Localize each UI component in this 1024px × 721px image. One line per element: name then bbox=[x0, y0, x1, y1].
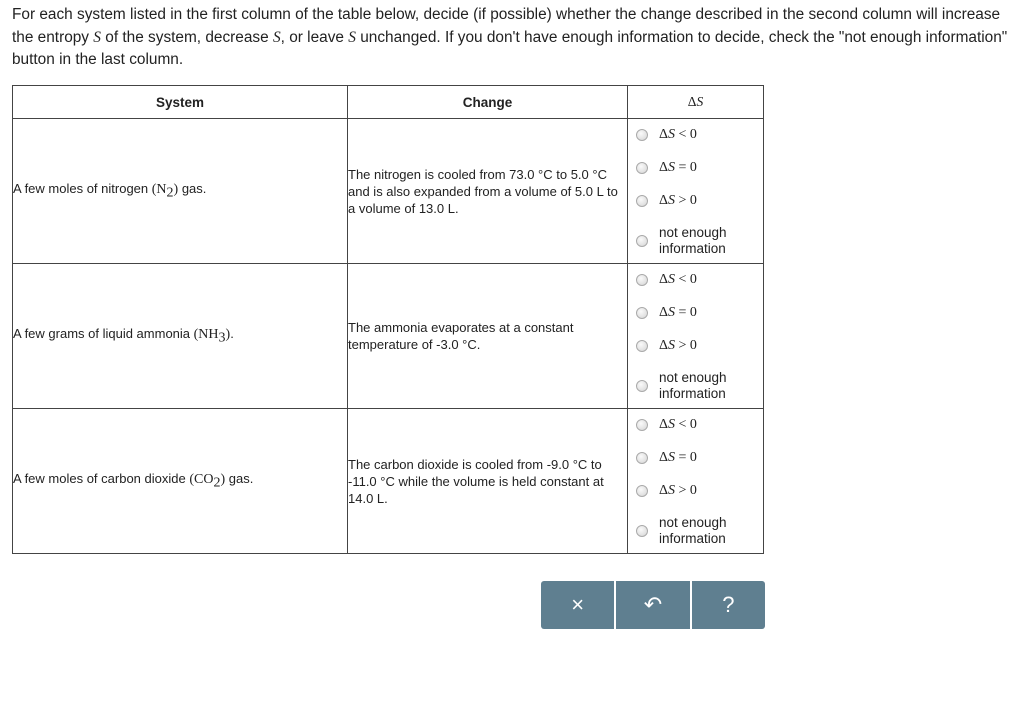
table-row bbox=[13, 409, 764, 554]
radio-button[interactable] bbox=[636, 235, 648, 247]
option-label: not enough information bbox=[659, 370, 727, 401]
option-delta-s-gt-0[interactable] bbox=[636, 338, 697, 354]
option-label: not enough information bbox=[659, 515, 727, 546]
instructions-text: For each system listed in the first column of the table below, decide (if possible) whether the change described in the second column will increase the entropy S of the system, decrease S, or leave S unchanged. If you don't have enough information to decide, check the "not enough information" button in the last column. bbox=[12, 6, 1008, 68]
option-not-enough-information[interactable] bbox=[636, 225, 727, 257]
option-label: not enough information bbox=[659, 225, 727, 256]
radio-button[interactable] bbox=[636, 162, 648, 174]
radio-button[interactable] bbox=[636, 340, 648, 352]
clear-button[interactable] bbox=[541, 581, 614, 629]
header-change: Change bbox=[348, 86, 628, 119]
entropy-table bbox=[12, 85, 764, 554]
answer-toolbar bbox=[541, 581, 765, 629]
option-not-enough-information[interactable] bbox=[636, 370, 727, 402]
option-label: ΔS = 0 bbox=[659, 305, 697, 320]
radio-button[interactable] bbox=[636, 452, 648, 464]
header-system: System bbox=[13, 86, 348, 119]
radio-button[interactable] bbox=[636, 525, 648, 537]
option-delta-s-gt-0[interactable] bbox=[636, 483, 697, 499]
option-label: ΔS > 0 bbox=[659, 483, 697, 498]
option-delta-s-gt-0[interactable] bbox=[636, 193, 697, 209]
option-delta-s-lt-0[interactable] bbox=[636, 417, 697, 433]
close-icon: × bbox=[571, 592, 585, 617]
option-label: ΔS < 0 bbox=[659, 272, 697, 287]
options-cell bbox=[628, 409, 764, 554]
option-label: ΔS = 0 bbox=[659, 450, 697, 465]
option-label: ΔS < 0 bbox=[659, 417, 697, 432]
radio-button[interactable] bbox=[636, 380, 648, 392]
option-label: ΔS > 0 bbox=[659, 193, 697, 208]
option-label: ΔS > 0 bbox=[659, 338, 697, 353]
radio-button[interactable] bbox=[636, 307, 648, 319]
change-cell: The nitrogen is cooled from 73.0 °C to 5.0 °C and is also expanded from a volume of 5.0 L to a volume of 13.0 L. bbox=[348, 119, 628, 264]
option-delta-s-eq-0[interactable] bbox=[636, 450, 697, 466]
option-label: ΔS = 0 bbox=[659, 160, 697, 175]
option-label: ΔS < 0 bbox=[659, 127, 697, 142]
option-delta-s-lt-0[interactable] bbox=[636, 272, 697, 288]
table-row bbox=[13, 119, 764, 264]
options-cell bbox=[628, 264, 764, 409]
radio-button[interactable] bbox=[636, 195, 648, 207]
header-delta-s: ΔS bbox=[628, 86, 764, 119]
change-cell: The carbon dioxide is cooled from -9.0 °C to -11.0 °C while the volume is held constant at 14.0 L. bbox=[348, 409, 628, 554]
undo-icon: ↶ bbox=[643, 592, 663, 617]
radio-button[interactable] bbox=[636, 419, 648, 431]
question-mark-icon: ? bbox=[722, 592, 735, 617]
option-delta-s-eq-0[interactable] bbox=[636, 305, 697, 321]
radio-button[interactable] bbox=[636, 129, 648, 141]
system-cell: A few moles of carbon dioxide $(CO_2)$ gas. bbox=[13, 409, 348, 554]
option-not-enough-information[interactable] bbox=[636, 515, 727, 547]
table-row bbox=[13, 264, 764, 409]
option-delta-s-eq-0[interactable] bbox=[636, 160, 697, 176]
system-cell: A few moles of nitrogen $(N_2)$ gas. bbox=[13, 119, 348, 264]
options-cell bbox=[628, 119, 764, 264]
table-header-row bbox=[13, 86, 764, 119]
undo-button[interactable] bbox=[614, 581, 689, 629]
option-delta-s-lt-0[interactable] bbox=[636, 127, 697, 143]
radio-button[interactable] bbox=[636, 274, 648, 286]
help-button[interactable] bbox=[690, 581, 765, 629]
system-cell: A few grams of liquid ammonia $(NH_3)$. bbox=[13, 264, 348, 409]
radio-button[interactable] bbox=[636, 485, 648, 497]
change-cell: The ammonia evaporates at a constant temperature of -3.0 °C. bbox=[348, 264, 628, 409]
